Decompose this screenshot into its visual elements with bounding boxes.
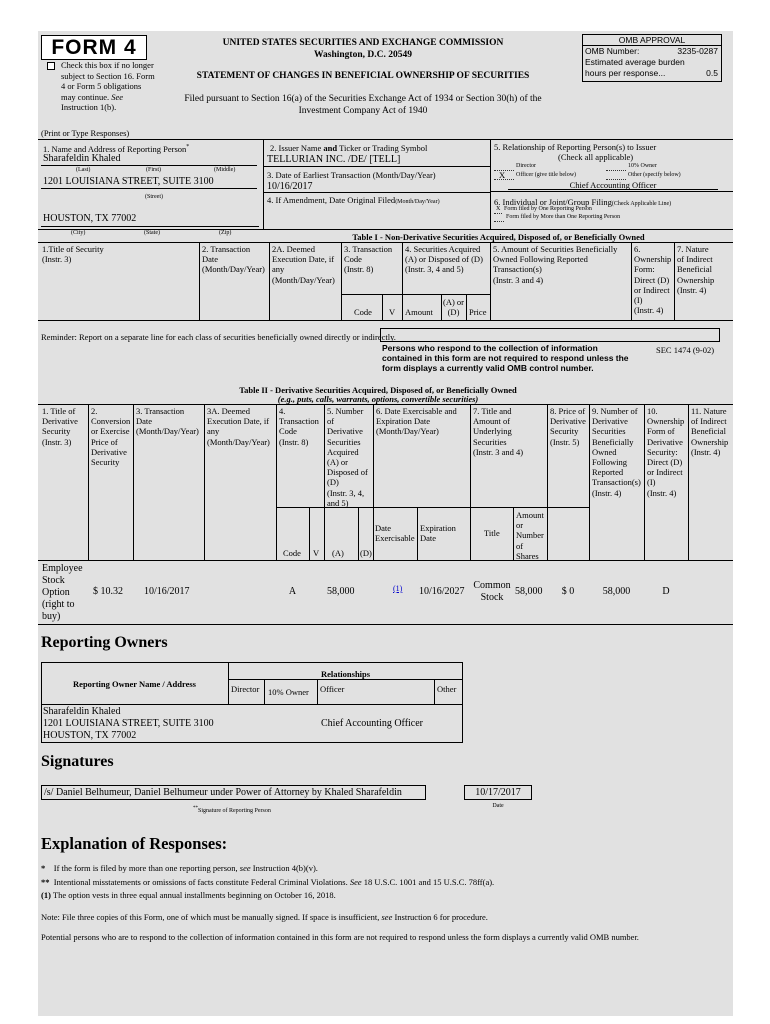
t1-col7-h0: 7. Nature	[677, 244, 709, 254]
agency-city: Washington, D.C. 20549	[314, 50, 412, 60]
t1-col6-h0: 6.	[634, 244, 641, 254]
omb-hours-value: 0.5	[706, 68, 718, 78]
officer-mark: X	[499, 170, 506, 180]
t2-col3a-h1: Execution Date, if	[207, 416, 270, 427]
t1-sub-aord	[441, 297, 466, 317]
t2-sub-title: Title	[484, 528, 500, 538]
signature-date-label: Date	[492, 803, 504, 809]
t2-col3a-h3: (Month/Day/Year)	[207, 436, 270, 447]
owners-col-ten-pct: 10% Owner	[268, 687, 309, 697]
t1-col2-h0: 2. Transaction	[202, 244, 251, 254]
table1-title: Table I - Non-Derivative Securities Acquired, Disposed of, or Beneficially Owned	[352, 232, 645, 242]
more-reporting-persons-option[interactable]: Form filed by More than One Reporting Person	[506, 214, 621, 220]
t2-col2-h3: Price of	[91, 436, 118, 447]
table2-subtitle-text: (e.g., puts, calls, warrants, options, convertible securities)	[277, 394, 479, 404]
agency-name: UNITED STATES SECURITIES AND EXCHANGE COMMISSION	[222, 38, 504, 48]
t2-row-date: 10/16/2017	[144, 586, 190, 597]
t2-col5-h1: of	[327, 416, 335, 427]
owners-relationships: Relationships	[320, 669, 371, 679]
reporting-person-name: Sharafeldin Khaled	[43, 153, 121, 164]
t2-col4-h0: 4.	[279, 406, 286, 416]
checkbox-text: Check this box if no longer subject to Section 16. Form 4 or Form 5 obligations may continue.	[61, 60, 155, 102]
t2-col2-h4: Derivative	[91, 446, 127, 457]
signature-text: /s/ Daniel Belhumeur, Daniel Belhumeur under Power of Attorney by Khaled Sharafeldin	[44, 787, 402, 798]
t2-col7-h4: (Instr. 3 and 4)	[473, 446, 524, 457]
t1-col1-h0: 1.Title of Security	[42, 244, 104, 254]
signature-date: 10/17/2017	[475, 787, 521, 798]
statement-title: STATEMENT OF CHANGES IN BENEFICIAL OWNERSHIP OF SECURITIES	[196, 71, 530, 81]
city-label: (City)	[71, 230, 86, 236]
t1-col5-h2: Transaction(s)	[493, 264, 542, 275]
t2-col3a-h0: 3A. Deemed	[207, 406, 250, 416]
reporting-person-street: 1201 LOUISIANA STREET, SUITE 3100	[43, 176, 214, 187]
owners-col-officer: Officer	[320, 684, 345, 694]
last-label: (Last)	[76, 167, 91, 173]
t2-sub-d: (D)	[360, 548, 372, 558]
omb-title: OMB APPROVAL	[618, 35, 686, 45]
signature-label	[193, 805, 271, 815]
star-text-2: Instruction 4(b)(v).	[252, 863, 318, 873]
t1-col2a-header	[272, 244, 335, 285]
checkbox-see: See	[111, 91, 124, 102]
t2-row-title-2: Option	[42, 587, 70, 598]
box2-label-post: Ticker or Trading Symbol	[339, 143, 428, 153]
t2-col2-h0: 2.	[91, 406, 98, 416]
owners-col-other: Other	[437, 684, 457, 694]
t1-col6-h3: Direct (D)	[634, 274, 670, 285]
t2-row-deriv-price: $ 0	[561, 586, 575, 597]
street-label: (Street)	[145, 194, 163, 200]
checkbox-instructions	[61, 60, 157, 113]
t2-col3a-header	[207, 406, 270, 447]
table2-title: Table II - Derivative Securities Acquired, Disposed of, or Beneficially Owned	[239, 385, 517, 395]
t2-col8-header	[550, 406, 586, 447]
note-1: Note: File three copies of this Form, one of which must be manually signed. If space is insufficient,	[41, 912, 380, 922]
t2-col6-h2: (Month/Day/Year)	[376, 426, 439, 437]
dstar-text-2: 18 U.S.C. 1001 and 15 U.S.C. 78ff(a).	[363, 877, 495, 887]
owner-officer-title: Chief Accounting Officer	[321, 718, 424, 729]
t2-col7-h2: Underlying	[473, 426, 512, 437]
box2-label-pre: 2. Issuer Name	[270, 143, 322, 153]
t2-col2-h5: Security	[91, 457, 120, 468]
fn1-mark: (1)	[41, 890, 51, 900]
t2-sub-code: Code	[283, 548, 301, 558]
t2-col1-h1: Derivative	[42, 416, 78, 427]
box4-label	[267, 195, 440, 206]
explanation-footnote-1	[41, 890, 336, 900]
t2-sub-v: V	[313, 548, 320, 558]
box6-label-small: (Check Applicable Line)	[611, 201, 672, 207]
box6-label-text: 6. Individual or Joint/Group Filing	[494, 197, 612, 207]
explanation-heading: Explanation of Responses:	[41, 834, 228, 853]
box5-label: 5. Relationship of Reporting Person(s) to Issuer	[494, 142, 657, 152]
t2-sub-exp-1: Date	[420, 533, 437, 544]
box6-mark: X	[496, 206, 501, 212]
note-see: see	[381, 912, 393, 922]
t2-col10-h0: 10.	[647, 406, 658, 416]
persons-notice	[382, 343, 629, 373]
t1-col2-h2: (Month/Day/Year)	[202, 264, 265, 275]
persons-notice-2: contained in this form are not required to respond unless the	[382, 353, 629, 363]
dstar-see: See	[349, 877, 362, 887]
t1-col7-h1: of Indirect	[677, 254, 713, 265]
t2-row-ownership: D	[662, 586, 670, 597]
t2-col11-h0: 11. Nature	[691, 406, 727, 416]
persons-notice-3: form displays a currently valid OMB control number.	[382, 363, 594, 373]
star-mark: *	[41, 863, 46, 873]
t1-col6-h2: Form:	[634, 264, 655, 275]
explanation-star	[41, 863, 318, 873]
officer-option[interactable]: Officer (give title below)	[516, 172, 577, 178]
box4-label-small: (Month/Day/Year)	[395, 199, 440, 205]
explanation-potential: Potential persons who are to respond to the collection of information contained in this form are not required to respond unless the form displays a currently valid OMB number.	[41, 932, 639, 942]
reminder-line-box	[380, 328, 720, 342]
t2-col5-h2: Derivative	[327, 426, 363, 437]
t1-col4-h2: (Instr. 3, 4 and 5)	[405, 264, 464, 275]
dstar-text-1: Intentional misstatements or omissions of facts constitute Federal Criminal Violations.	[53, 877, 348, 887]
checkbox-instr: Instruction 1(b).	[61, 102, 117, 112]
t1-col4-header	[405, 244, 483, 275]
one-reporting-person-option[interactable]: Form filed by One Reporting Person	[504, 206, 592, 212]
t2-col2-header	[91, 406, 130, 467]
t2-sub-exp-0: Expiration	[420, 523, 456, 533]
t2-sub-date-ex-0: Date	[375, 523, 392, 533]
t2-col5-h0: 5. Number	[327, 406, 364, 416]
form-page	[38, 31, 733, 1016]
t1-col4-h1: (A) or Disposed of (D)	[405, 254, 483, 265]
t2-col10-h6: or Indirect	[647, 467, 683, 478]
t2-col10-h3: Derivative	[647, 436, 683, 447]
t2-row-owned: 58,000	[602, 586, 631, 597]
t2-col10-h8: (Instr. 4)	[647, 487, 677, 498]
t2-col5-h5: (A) or	[327, 457, 349, 468]
t2-row-underlying-title	[471, 580, 513, 604]
reporting-person-city: HOUSTON, TX 77002	[43, 213, 137, 224]
t2-row-footnote-link[interactable]: (1)	[393, 584, 403, 593]
t1-sub-price: Price	[469, 307, 487, 317]
t2-col1-header	[42, 406, 78, 447]
t2-col9-h6: Reported	[592, 467, 624, 478]
t2-col5-h3: Securities	[327, 436, 361, 447]
t2-col9-header	[592, 406, 641, 498]
owner-line-1: 1201 LOUISIANA STREET, SUITE 3100	[43, 718, 214, 729]
print-type-note: (Print or Type Responses)	[41, 128, 130, 138]
t2-col1-h2: Security	[42, 426, 71, 437]
t2-col11-h2: Beneficial	[691, 426, 726, 437]
box1-asterisk: *	[186, 144, 190, 150]
t2-col10-h5: Direct (D)	[647, 457, 683, 468]
t2-sub-a: (A)	[332, 548, 344, 558]
t2-row-title-4: buy)	[42, 611, 61, 622]
t2-row-title-1: Stock	[42, 575, 65, 586]
t1-col6-h6: (Instr. 4)	[634, 305, 664, 316]
t2-col3-h1: Date	[136, 416, 153, 427]
t2-col2-h1: Conversion	[91, 416, 131, 427]
t1-col7-h4: (Instr. 4)	[677, 284, 707, 295]
t2-col8-h0: 8. Price of	[550, 406, 586, 416]
box4-label-text: 4. If Amendment, Date Original Filed	[267, 195, 396, 205]
box5-sublabel: (Check all applicable)	[558, 152, 634, 162]
dstar-mark: **	[41, 877, 50, 887]
explanation-double-star	[41, 877, 494, 887]
t1-sub-code: Code	[354, 307, 372, 317]
t1-col5-header	[493, 244, 617, 285]
t1-sub-aord-2: (D)	[447, 307, 460, 318]
box1-label-text: 1. Name and Address of Reporting Person	[43, 143, 187, 154]
t2-sub-amount-3: of	[516, 540, 524, 551]
t2-sub-expiration	[420, 523, 456, 543]
star-see: see	[239, 863, 251, 873]
omb-hours-label: hours per response...	[585, 68, 666, 78]
t2-col3-h0: 3. Transaction	[136, 406, 185, 416]
sec-code: SEC 1474 (9-02)	[656, 345, 715, 355]
t2-col5-header	[327, 406, 368, 508]
t2-col10-h7: (I)	[647, 477, 656, 488]
t1-col7-header	[677, 244, 714, 295]
t2-col4-header	[279, 406, 319, 447]
t2-col11-h1: of Indirect	[691, 416, 727, 427]
signature-prefix: **	[193, 806, 198, 811]
t2-sub-amount-1: or	[516, 520, 524, 531]
t2-col4-h1: Transaction	[279, 416, 319, 427]
t2-row-expiration: 10/16/2027	[419, 586, 465, 597]
t2-col11-h3: Ownership	[691, 436, 729, 447]
state-label: (State)	[144, 230, 160, 236]
signatures-heading: Signatures	[41, 753, 114, 770]
director-option[interactable]: Director	[516, 163, 536, 169]
owner-address	[43, 706, 214, 742]
t1-col7-h2: Beneficial	[677, 264, 712, 275]
reporting-owners-heading: Reporting Owners	[41, 634, 168, 651]
omb-burden-label: Estimated average burden	[585, 57, 685, 67]
filed-pursuant-2: Investment Company Act of 1940	[298, 106, 428, 116]
note-2: Instruction 6 for procedure.	[394, 912, 488, 922]
box2-label-and: and	[323, 143, 338, 153]
t1-col6-h4: or Indirect	[634, 284, 670, 295]
t2-col9-h2: Securities	[592, 426, 626, 437]
t2-col8-h2: Security	[550, 426, 579, 437]
t2-col8-h1: Derivative	[550, 416, 586, 427]
t2-col10-h4: Security:	[647, 446, 678, 457]
t2-col7-h1: Amount of	[473, 416, 511, 427]
middle-label: (Middle)	[214, 167, 236, 173]
t2-row-title-3: (right to	[42, 599, 75, 610]
t1-col5-h3: (Instr. 3 and 4)	[493, 274, 544, 285]
t1-col2a-h0: 2A. Deemed	[272, 244, 315, 254]
t1-col2-h1: Date	[202, 254, 219, 265]
t2-row-underlying-title-0: Common	[473, 580, 511, 591]
t1-col6-h5: (I)	[634, 295, 643, 306]
t2-col2-h2: or Exercise	[91, 426, 130, 437]
omb-number-label: OMB Number:	[585, 46, 640, 56]
t1-col6-h1: Ownership	[634, 254, 672, 265]
explanation-note	[41, 912, 488, 922]
t2-row-title	[42, 563, 83, 623]
table2-subtitle	[158, 394, 598, 404]
t1-col2-header	[202, 244, 265, 275]
t2-row-acquired: 58,000	[327, 586, 355, 597]
t2-col4-h2: Code	[279, 426, 297, 437]
no-longer-subject-checkbox[interactable]	[47, 62, 55, 70]
t2-col11-header	[691, 406, 728, 457]
box3-label: 3. Date of Earliest Transaction (Month/Day/Year)	[267, 170, 436, 180]
t1-col3-header	[344, 244, 392, 275]
t2-col4-h3: (Instr. 8)	[279, 436, 309, 447]
t1-col1-h1: (Instr. 3)	[42, 254, 72, 265]
box2-label	[270, 143, 427, 153]
t1-col3-h0: 3. Transaction	[344, 244, 393, 254]
t1-col2a-h3: (Month/Day/Year)	[272, 274, 335, 285]
t2-col8-h3: (Instr. 5)	[550, 436, 580, 447]
t2-col7-h3: Securities	[473, 436, 507, 447]
t2-col5-h6: Disposed of	[327, 467, 368, 478]
t2-sub-amount-2: Number	[516, 530, 544, 541]
issuer-name: TELLURIAN INC. /DE/ [TELL]	[267, 154, 401, 165]
zip-label: (Zip)	[219, 230, 232, 236]
t2-col7-h0: 7. Title and	[473, 406, 512, 416]
t1-col4-h0: 4. Securities Acquired	[405, 244, 481, 254]
owners-col-director: Director	[231, 684, 260, 694]
t1-col7-h3: Ownership	[677, 274, 715, 285]
t2-col7-header	[473, 406, 523, 457]
t1-sub-v: V	[389, 307, 396, 317]
t2-col9-h0: 9. Number of	[592, 406, 638, 416]
reminder-note: Reminder: Report on a separate line for each class of securities beneficially owned directly or indirectly.	[41, 332, 396, 342]
t2-col3-header	[136, 406, 199, 437]
owner-line-2: HOUSTON, TX 77002	[43, 730, 137, 741]
fn1-text: The option vests in three equal annual installments beginning on October 16, 2018.	[52, 890, 336, 900]
star-text-1: If the form is filed by more than one reporting person,	[53, 863, 238, 873]
t2-col10-h2: Form of	[647, 426, 675, 437]
t2-col3a-h2: any	[207, 426, 220, 437]
t2-col10-h1: Ownership	[647, 416, 685, 427]
t2-col9-h1: Derivative	[592, 416, 628, 427]
t2-col6-h0: 6. Date Exercisable and	[376, 406, 457, 416]
t2-sub-amount-4: Shares	[516, 550, 539, 561]
t1-col5-h1: Owned Following Reported	[493, 254, 588, 265]
t2-row-title-0: Employee	[42, 563, 83, 574]
t2-col11-h4: (Instr. 4)	[691, 446, 721, 457]
t1-col3-h1: Code	[344, 254, 362, 265]
filed-pursuant-1: Filed pursuant to Section 16(a) of the Securities Exchange Act of 1934 or Section 30(h) of the	[184, 94, 542, 104]
form-title: FORM 4	[51, 36, 137, 59]
t2-col3-h2: (Month/Day/Year)	[136, 426, 199, 437]
t2-sub-amount	[516, 510, 544, 561]
ten-percent-owner-option[interactable]: 10% Owner	[628, 163, 657, 169]
t1-col2a-h1: Execution Date, if	[272, 254, 335, 265]
t1-col1-header	[42, 244, 104, 264]
t2-col10-header	[647, 406, 684, 498]
first-label: (First)	[146, 167, 161, 173]
t1-col3-h2: (Instr. 8)	[344, 264, 374, 275]
t2-col9-h7: Transaction(s)	[592, 477, 641, 488]
t1-col6-header	[634, 244, 671, 315]
t1-sub-amount: Amount	[405, 307, 433, 317]
t2-col9-h5: Following	[592, 457, 627, 468]
persons-notice-1: Persons who respond to the collection of information	[382, 343, 598, 353]
t2-col9-h3: Beneficially	[592, 436, 634, 447]
earliest-transaction-date: 10/16/2017	[267, 181, 313, 192]
t2-col1-h3: (Instr. 3)	[42, 436, 72, 447]
t2-row-price: $ 10.32	[93, 586, 123, 597]
officer-title: Chief Accounting Officer	[569, 180, 657, 190]
t2-row-underlying-title-1: Stock	[480, 592, 504, 603]
t2-col5-h4: Acquired	[327, 446, 359, 457]
t2-sub-date-exercisable	[375, 523, 415, 543]
t2-col1-h0: 1. Title of	[42, 406, 76, 416]
omb-number-value: 3235-0287	[677, 46, 718, 56]
t1-col2a-h2: any	[272, 264, 285, 275]
t2-row-underlying-amount: 58,000	[515, 586, 543, 597]
t2-row-code: A	[288, 586, 297, 597]
t2-col6-header	[376, 406, 457, 437]
t2-col5-h9: and 5)	[327, 497, 349, 508]
t2-sub-amount-0: Amount	[516, 510, 544, 520]
owner-line-0: Sharafeldin Khaled	[43, 706, 121, 717]
t2-col5-h7: (D)	[327, 477, 339, 488]
t2-col5-h8: (Instr. 3, 4,	[327, 487, 365, 498]
t2-col9-h4: Owned	[592, 446, 617, 457]
signature-label-text: Signature of Reporting Person	[198, 808, 271, 814]
t1-col5-h0: 5. Amount of Securities Beneficially	[493, 244, 618, 254]
t2-col6-h1: Expiration Date	[376, 416, 431, 427]
t2-sub-date-ex-1: Exercisable	[375, 533, 415, 544]
owners-col-name: Reporting Owner Name / Address	[73, 679, 196, 689]
other-option[interactable]: Other (specify below)	[628, 172, 681, 178]
t1-sub-aord-1: (A) or	[442, 297, 464, 307]
t2-col9-h8: (Instr. 4)	[592, 487, 622, 498]
